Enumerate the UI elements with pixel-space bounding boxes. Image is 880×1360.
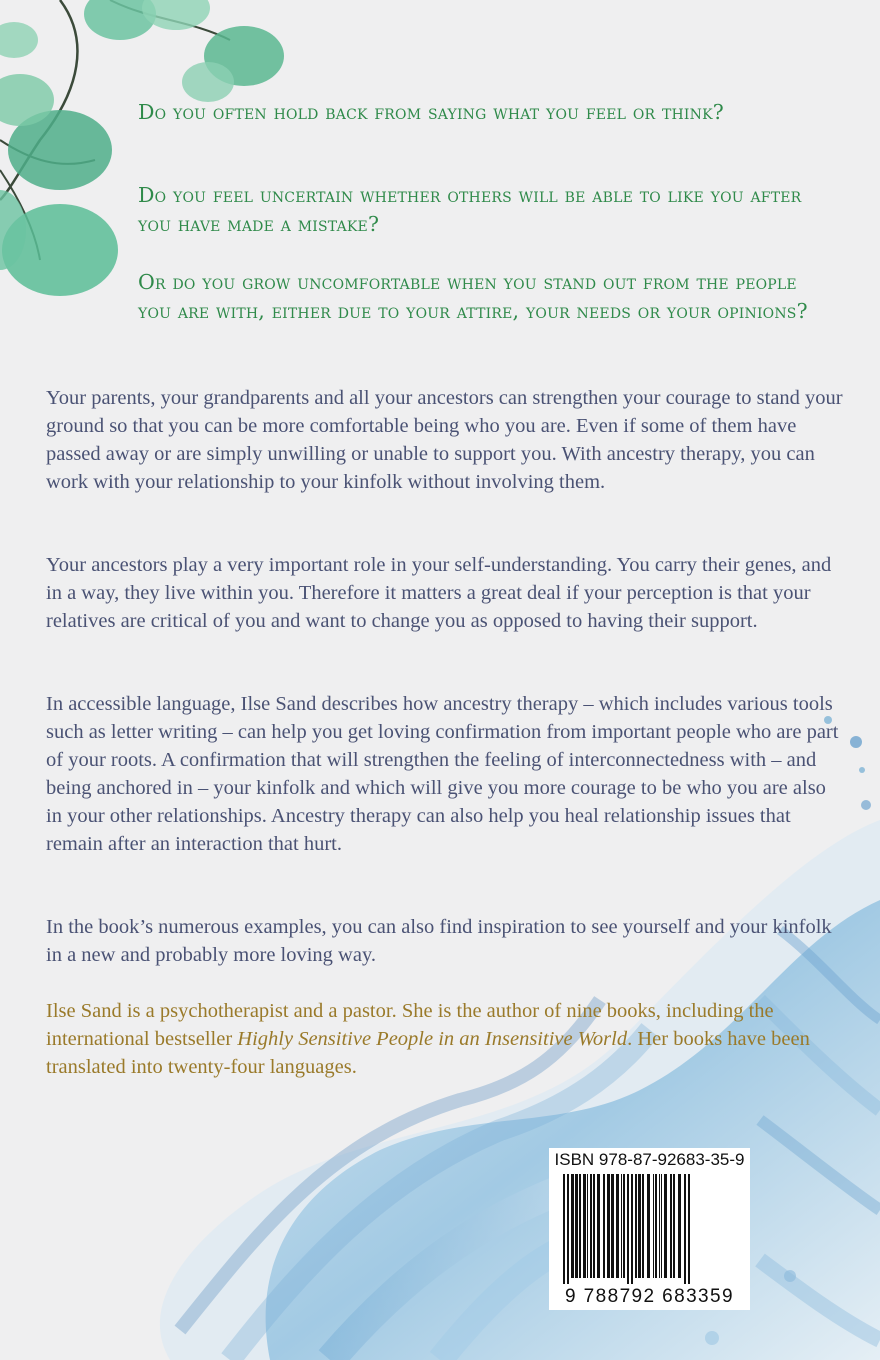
barcode-bar [583, 1174, 586, 1278]
barcode-bar [616, 1174, 619, 1278]
barcode-bar [597, 1174, 600, 1278]
barcode-bar [587, 1174, 588, 1278]
barcode-bar [678, 1174, 681, 1278]
barcode-bar [593, 1174, 595, 1278]
barcode-bar [579, 1174, 581, 1278]
question-text-3: Or do you grow uncomfortable when you stand out from the people you are with, either due to your attire, your needs or your opinions? [138, 270, 808, 323]
barcode-bar [661, 1174, 662, 1278]
description-paragraph-2: Your ancestors play a very important role in your self-understanding. You carry their genes, and in a way, they live within you. Therefore it matters a great deal if your perception is that your relatives are critical of you and want to change you as opposed to having their support. [46, 554, 832, 632]
barcode-digits: 9 788792 683359 [565, 1286, 734, 1307]
barcode-bar [575, 1174, 578, 1278]
barcode-bar [635, 1174, 637, 1278]
author-bio-text: Ilse Sand is a psychotherapist and a pastor. She is the author of nine books, including the international bestseller [46, 1000, 774, 1050]
description-paragraph-1: Your parents, your grandparents and all your ancestors can strengthen your courage to stand your ground so that you can be more comfortable being who you are. Even if some of them have passed away or are simply unwilling or unable to support you. With ancestry therapy, you can work with your relationship to your kinfolk without involving them. [46, 387, 843, 493]
barcode-bar [621, 1174, 622, 1278]
book-title: Highly Sensitive People in an Insensitive World [237, 1028, 628, 1050]
barcode-bar [611, 1174, 614, 1278]
barcode-bar [590, 1174, 592, 1278]
author-bio-text-end: . Her books have been translated into twenty-four languages. [46, 1028, 810, 1078]
barcode-bar [664, 1174, 667, 1278]
barcode-bar [673, 1174, 675, 1278]
isbn-barcode [549, 1148, 750, 1310]
barcode-bar [653, 1174, 654, 1278]
barcode-bar [647, 1174, 650, 1278]
barcode-bar [684, 1174, 686, 1284]
barcode-bar [638, 1174, 641, 1278]
barcode-bar [567, 1174, 569, 1284]
barcode-bar [688, 1174, 690, 1284]
barcode-bar [623, 1174, 625, 1278]
barcode-bar [655, 1174, 657, 1278]
description-paragraph-3: In accessible language, Ilse Sand describes how ancestry therapy – which includes various tools such as letter writing – can help you get loving confirmation from important people who are part of your roots. A confirmation that will strengthen the feeling of interconnectedness with – and being anchored in – your kinfolk and which will give you more courage to be who you are also in your other relationships. Ancestry therapy can also help you heal relationship issues that remain after an interaction that hurt. [46, 693, 839, 855]
question-text-1: Do you often hold back from saying what you feel or think? [138, 100, 724, 124]
barcode-bar [627, 1174, 629, 1284]
barcode-bar [571, 1174, 574, 1278]
author-bio [46, 997, 846, 1081]
barcode-bar [631, 1174, 633, 1284]
barcode-bar [659, 1174, 660, 1278]
barcode-bar [603, 1174, 605, 1278]
barcode-bar [563, 1174, 565, 1284]
barcode-bar [642, 1174, 644, 1278]
description-paragraph-4: In the book’s numerous examples, you can also find inspiration to see yourself and your kinfolk in a new and probably more loving way. [46, 916, 832, 966]
question-text-2: Do you feel uncertain whether others will be able to like you after you have made a mistake? [138, 183, 802, 236]
barcode-bars [549, 1170, 750, 1286]
isbn-label: ISBN 978-87-92683-35-9 [554, 1150, 745, 1169]
barcode-bar [607, 1174, 610, 1278]
barcode-bar [670, 1174, 672, 1278]
